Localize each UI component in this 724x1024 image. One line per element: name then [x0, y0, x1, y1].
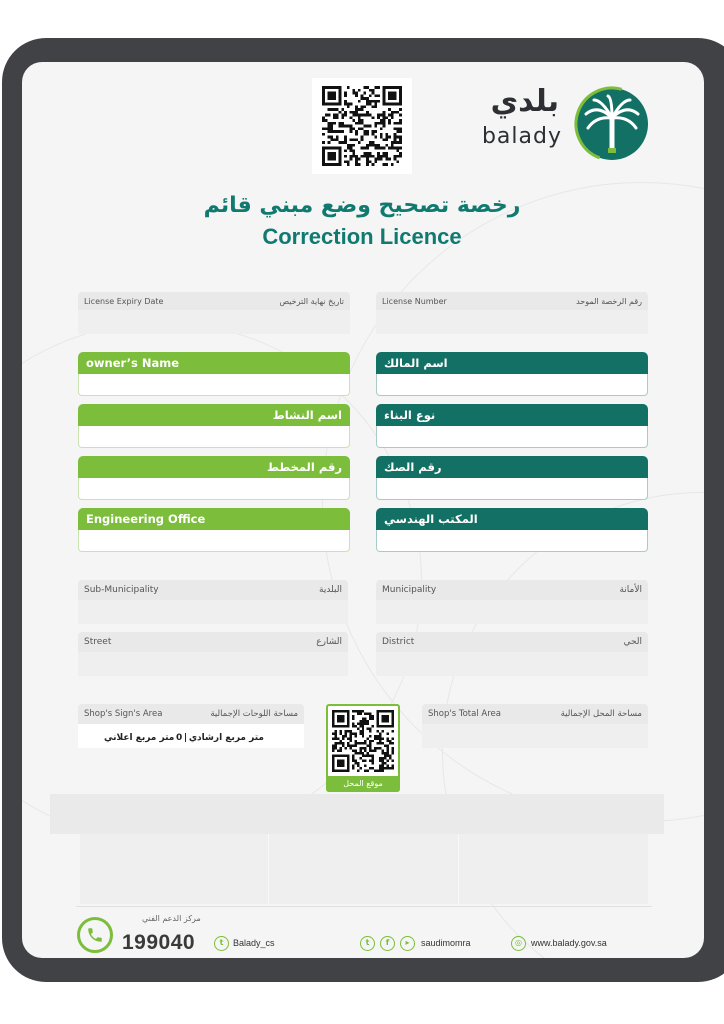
plan-number-value — [78, 478, 350, 500]
street-label-en: Street — [84, 637, 112, 647]
license-number-value — [376, 310, 648, 334]
logo-latin: balady — [481, 124, 562, 149]
shop-sign-area-label-ar: مساحة اللوحات الإجمالية — [210, 709, 298, 719]
title-english: Correction Licence — [262, 224, 462, 249]
district-label-ar: الحي — [623, 637, 642, 647]
phone-icon — [77, 917, 113, 953]
license-number-field — [376, 292, 648, 334]
twitter-icon: t — [360, 936, 375, 951]
license-expiry-label-ar: تاريخ نهاية الترخيص — [279, 296, 344, 306]
shop-total-area-label-ar: مساحة المحل الإجمالية — [560, 709, 642, 719]
building-type-label: نوع البناء — [384, 408, 436, 422]
sub-municipality-value — [78, 600, 348, 624]
engineering-office-ar-label: المكتب الهندسي — [384, 512, 478, 526]
license-expiry-label-en: License Expiry Date — [84, 296, 164, 306]
municipality-label-en: Municipality — [382, 585, 437, 595]
document-qr-code — [312, 78, 412, 174]
shop-location-qr — [326, 704, 400, 792]
engineering-office-ar-value — [376, 530, 648, 552]
activity-name-field — [78, 404, 350, 448]
social-handle[interactable]: saudimomra — [421, 938, 471, 948]
license-number-label-en: License Number — [382, 296, 447, 306]
activity-name-value — [78, 426, 350, 448]
shop-total-area-label-en: Shop's Total Area — [428, 709, 501, 719]
balady-logo — [476, 84, 654, 160]
owner-name-en-label: owner’s Name — [86, 356, 180, 370]
district-value — [376, 652, 648, 676]
owner-name-ar-field — [376, 352, 648, 396]
engineering-office-en-field — [78, 508, 350, 552]
owner-name-en-value — [78, 374, 350, 396]
qr-code-icon — [320, 86, 404, 166]
owner-name-ar-value — [376, 374, 648, 396]
municipality-label-ar: الأمانة — [619, 585, 642, 595]
street-label-ar: الشارع — [316, 637, 342, 647]
plan-number-field — [78, 456, 350, 500]
palm-logo-icon — [574, 86, 650, 162]
shop-sign-area-values — [104, 730, 264, 746]
logo-arabic: بلدي — [490, 84, 559, 119]
engineering-office-en-label: Engineering Office — [86, 512, 206, 526]
owner-name-en-field — [78, 352, 350, 396]
engineering-office-ar-field — [376, 508, 648, 552]
sub-municipality-label-ar: البلدية — [319, 585, 342, 595]
twitter-handle[interactable]: Balady_cs — [233, 938, 275, 948]
license-number-label-ar: رقم الرخصة الموحد — [576, 296, 642, 306]
sub-municipality-field — [78, 580, 348, 622]
municipality-value — [376, 600, 648, 624]
license-expiry-field — [78, 292, 350, 334]
district-field — [376, 632, 648, 674]
deed-number-label: رقم الصك — [384, 460, 442, 474]
shop-total-area-value — [422, 724, 648, 748]
engineering-office-en-value — [78, 530, 350, 552]
shop-total-area-field — [422, 704, 648, 746]
municipality-field — [376, 580, 648, 622]
building-type-value — [376, 426, 648, 448]
twitter-icon: t — [214, 936, 229, 951]
shop-location-caption: موقع المحل — [326, 776, 400, 792]
qr-code-icon — [332, 710, 394, 772]
shop-sign-area-label-en: Shop's Sign's Area — [84, 709, 163, 719]
website-link[interactable]: www.balady.gov.sa — [531, 938, 607, 948]
district-label-en: District — [382, 637, 415, 647]
deed-number-field — [376, 456, 648, 500]
title-arabic: رخصة تصحيح وضع مبني قائم — [203, 193, 521, 218]
plan-number-label: رقم المخطط — [267, 460, 342, 474]
area-separator: | — [183, 733, 188, 743]
support-center-label: مركز الدعم الفني — [142, 914, 201, 923]
notes-band — [50, 794, 664, 834]
facebook-icon: f — [380, 936, 395, 951]
guide-area-unit: متر مربع ارشادي — [188, 733, 264, 743]
globe-icon: ◎ — [511, 936, 526, 951]
footer-divider — [76, 906, 652, 907]
building-type-field — [376, 404, 648, 448]
street-field — [78, 632, 348, 674]
activity-name-label: اسم النشاط — [272, 408, 342, 422]
support-number: 199040 — [122, 931, 196, 954]
street-value — [78, 652, 348, 676]
youtube-icon: ▸ — [400, 936, 415, 951]
owner-name-ar-label: اسم المالك — [384, 356, 448, 370]
license-expiry-value — [78, 310, 350, 334]
sub-municipality-label-en: Sub-Municipality — [84, 585, 159, 595]
ad-area-unit: متر مربع اعلاني — [104, 733, 175, 743]
notes-table — [80, 834, 648, 904]
deed-number-value — [376, 478, 648, 500]
guide-area-value: 0 — [176, 733, 183, 743]
